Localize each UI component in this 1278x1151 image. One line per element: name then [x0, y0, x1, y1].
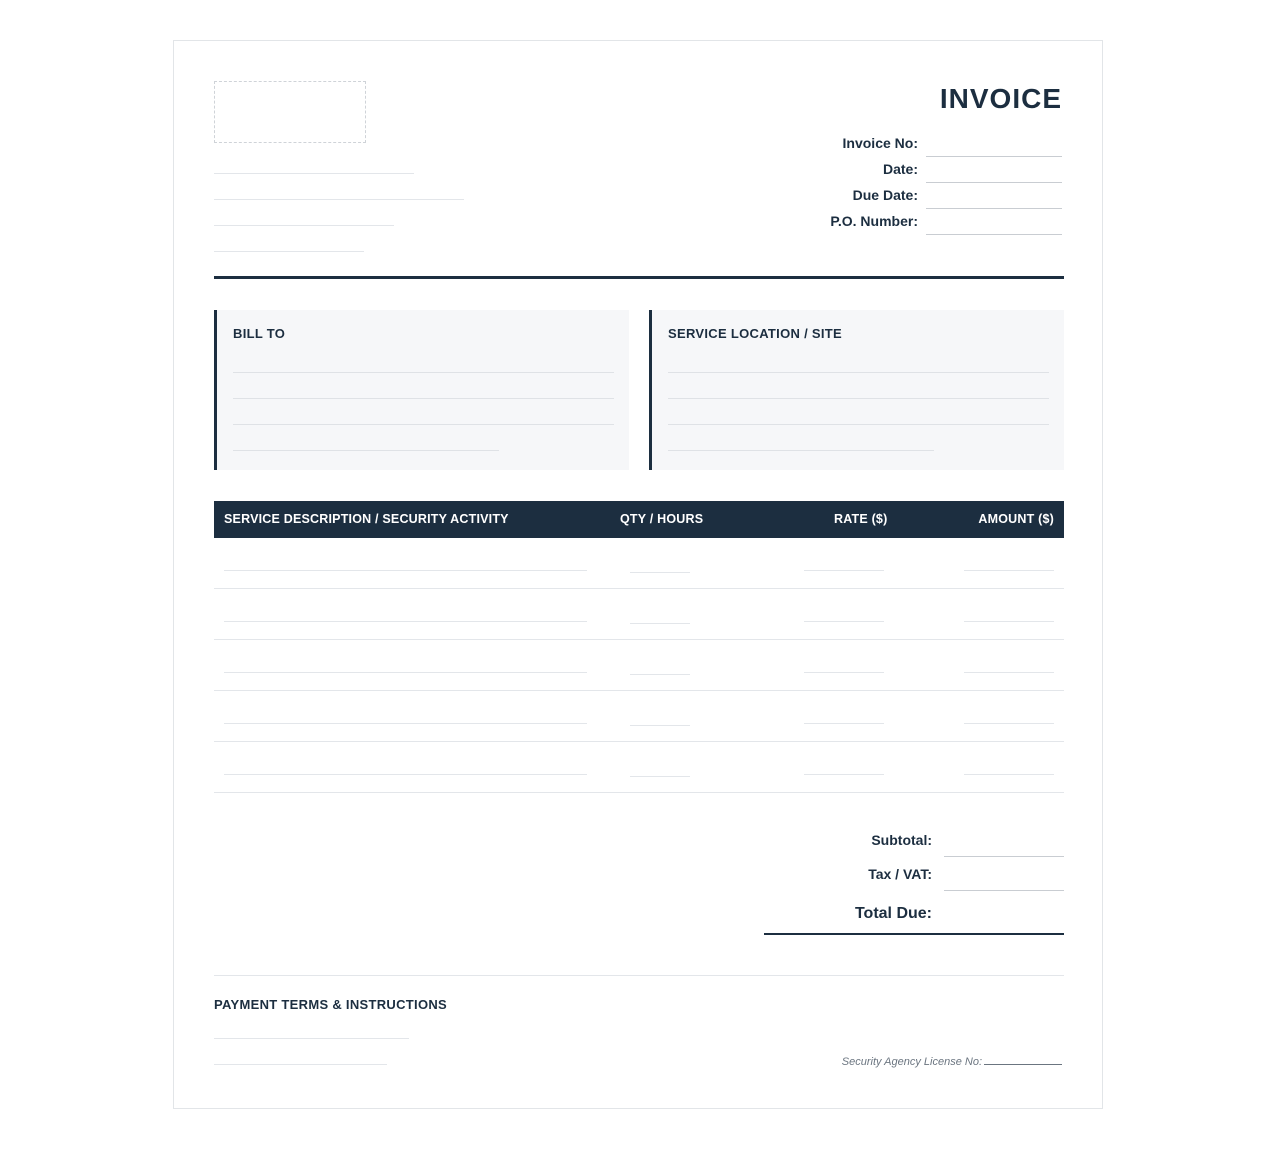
service-location-title: SERVICE LOCATION / SITE — [668, 326, 842, 341]
qty-field[interactable] — [630, 674, 690, 675]
company-address-line[interactable] — [214, 225, 394, 226]
amount-field[interactable] — [964, 774, 1054, 775]
table-header — [214, 501, 1064, 538]
payment-terms-line[interactable] — [214, 1038, 409, 1039]
qty-field[interactable] — [630, 623, 690, 624]
due-date-field[interactable] — [926, 208, 1062, 209]
description-field[interactable] — [224, 621, 587, 622]
tax-label: Tax / VAT: — [868, 866, 932, 882]
table-row — [214, 589, 1064, 640]
invoice-no-field[interactable] — [926, 156, 1062, 157]
tax-field[interactable] — [944, 890, 1064, 891]
amount-field[interactable] — [964, 672, 1054, 673]
subtotal-label: Subtotal: — [871, 832, 932, 848]
amount-field[interactable] — [964, 570, 1054, 571]
description-field[interactable] — [224, 570, 587, 571]
bill-to-line[interactable] — [233, 424, 614, 425]
meta-label: Date: — [882, 161, 918, 177]
amount-field[interactable] — [964, 621, 1054, 622]
service-location-line[interactable] — [668, 450, 934, 451]
table-row — [214, 640, 1064, 691]
column-header-rate: RATE ($) — [834, 512, 888, 526]
rate-field[interactable] — [804, 621, 884, 622]
date-field[interactable] — [926, 182, 1062, 183]
license-label: Security Agency License No: — [841, 1056, 982, 1068]
description-field[interactable] — [224, 774, 587, 775]
meta-row-date — [762, 159, 1062, 183]
company-address-line[interactable] — [214, 173, 414, 174]
description-field[interactable] — [224, 723, 587, 724]
total-due-label: Total Due: — [854, 905, 932, 922]
bill-to-line[interactable] — [233, 398, 614, 399]
table-row — [214, 538, 1064, 589]
license-number-field[interactable] — [984, 1064, 1062, 1065]
meta-label: Due Date: — [852, 187, 918, 203]
subtotal-field[interactable] — [944, 856, 1064, 857]
service-location-panel — [649, 310, 1064, 470]
rate-field[interactable] — [804, 723, 884, 724]
table-row — [214, 691, 1064, 742]
footer-divider — [214, 975, 1064, 976]
rate-field[interactable] — [804, 672, 884, 673]
column-header-description: SERVICE DESCRIPTION / SECURITY ACTIVITY — [224, 512, 509, 526]
qty-field[interactable] — [630, 776, 690, 777]
bill-to-panel — [214, 310, 629, 470]
service-location-line[interactable] — [668, 424, 1049, 425]
meta-row-due-date — [762, 185, 1062, 209]
column-header-qty: QTY / HOURS — [620, 512, 704, 526]
payment-terms-title: PAYMENT TERMS & INSTRUCTIONS — [214, 997, 448, 1012]
table-row — [214, 742, 1064, 793]
rate-field[interactable] — [804, 570, 884, 571]
payment-terms-line[interactable] — [214, 1064, 387, 1065]
company-address-line[interactable] — [214, 199, 464, 200]
qty-field[interactable] — [630, 572, 690, 573]
header-divider — [214, 276, 1064, 279]
bill-to-line[interactable] — [233, 450, 499, 451]
logo-placeholder[interactable] — [214, 81, 366, 143]
rate-field[interactable] — [804, 774, 884, 775]
invoice-sheet — [173, 40, 1103, 1109]
service-location-line[interactable] — [668, 372, 1049, 373]
description-field[interactable] — [224, 672, 587, 673]
po-number-field[interactable] — [926, 234, 1062, 235]
meta-label: P.O. Number: — [830, 213, 918, 229]
invoice-title: INVOICE — [939, 83, 1062, 114]
service-location-line[interactable] — [668, 398, 1049, 399]
bill-to-line[interactable] — [233, 372, 614, 373]
meta-row-po-number — [762, 211, 1062, 235]
meta-row-invoice-no — [762, 133, 1062, 157]
license-note — [842, 1056, 1062, 1068]
company-address-line[interactable] — [214, 251, 364, 252]
total-due-field[interactable] — [764, 933, 1064, 935]
meta-label: Invoice No: — [842, 135, 918, 151]
column-header-amount: AMOUNT ($) — [978, 512, 1054, 526]
qty-field[interactable] — [630, 725, 690, 726]
bill-to-title: BILL TO — [233, 326, 286, 341]
amount-field[interactable] — [964, 723, 1054, 724]
